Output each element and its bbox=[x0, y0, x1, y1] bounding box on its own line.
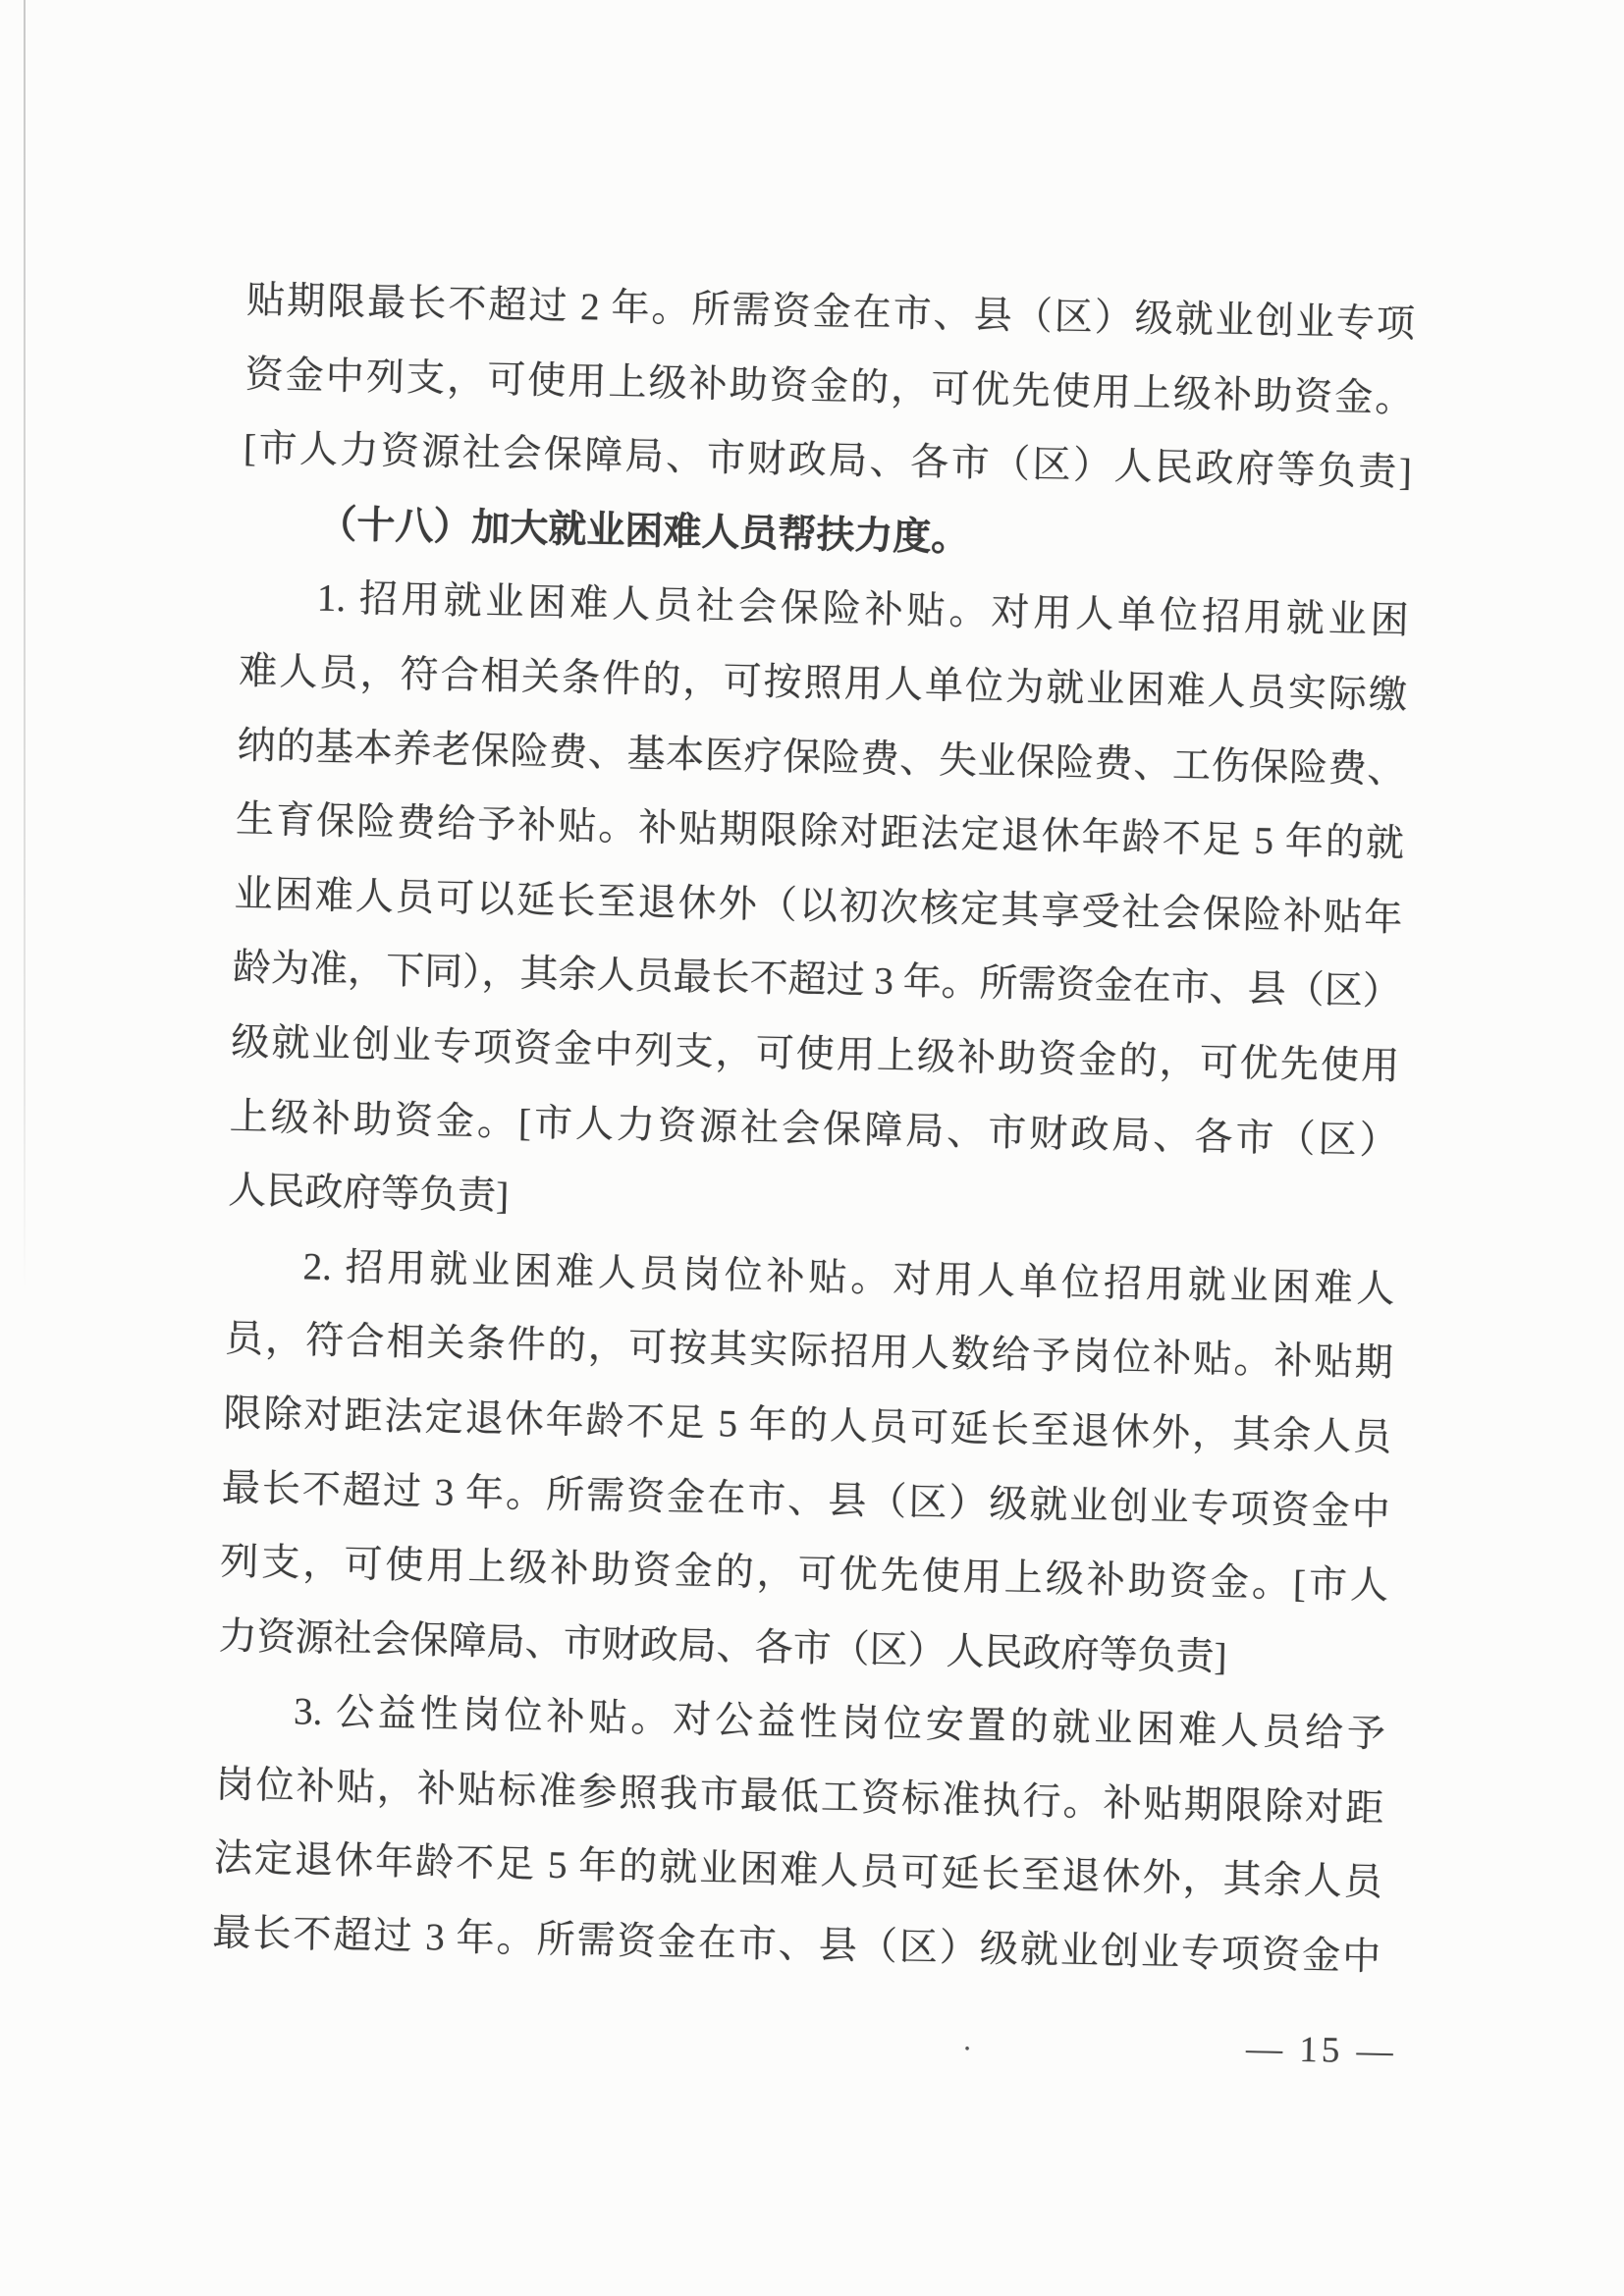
text-line-1: 贴期限最长不超过 2 年。所需资金在市、县（区）级就业创业专项 bbox=[245, 278, 1416, 346]
text-line-14: 2. 招用就业困难人员岗位补贴。对用人单位招用就业困难人 bbox=[302, 1245, 1395, 1311]
text-line-5: 1. 招用就业困难人员社会保险补贴。对用人单位招用就业困 bbox=[316, 576, 1410, 643]
text-line-11: 级就业创业专项资金中列支，可使用上级补助资金的，可优先使用 bbox=[230, 1020, 1400, 1088]
text-line-2: 资金中列支，可使用上级补助资金的，可优先使用上级补助资金。 bbox=[244, 353, 1414, 420]
page-number: — 15 — bbox=[1245, 2028, 1398, 2072]
stray-ink-dot: · bbox=[961, 2032, 973, 2065]
text-line-17: 最长不超过 3 年。所需资金在市、县（区）级就业创业专项资金中 bbox=[221, 1466, 1391, 1534]
text-line-10: 龄为准，下同），其余人员最长不超过 3 年。所需资金在市、县（区） bbox=[232, 947, 1402, 1014]
scan-artifact-left-line bbox=[24, 0, 26, 1291]
text-line-16: 限除对距法定退休年龄不足 5 年的人员可延长至退休外，其余人员 bbox=[223, 1392, 1392, 1459]
text-line-8: 生育保险费给予补贴。补贴期限除对距法定退休年龄不足 5 年的就 bbox=[235, 798, 1405, 865]
text-line-9: 业困难人员可以延长至退休外（以初次核定其享受社会保险补贴年 bbox=[234, 872, 1403, 940]
text-line-4: （十八）加大就业困难人员帮扶力度。 bbox=[317, 503, 970, 560]
text-line-20: 3. 公益性岗位补贴。对公益性岗位安置的就业困难人员给予 bbox=[293, 1690, 1386, 1756]
text-line-18: 列支，可使用上级补助资金的，可优先使用上级补助资金。[市人 bbox=[219, 1540, 1389, 1608]
text-line-12: 上级补助资金。[市人力资源社会保障局、市财政局、各市（区） bbox=[229, 1095, 1398, 1163]
text-line-23: 最长不超过 3 年。所需资金在市、县（区）级就业创业专项资金中 bbox=[211, 1911, 1381, 1979]
text-line-15: 员，符合相关条件的，可按其实际招用人数给予岗位补贴。补贴期 bbox=[224, 1318, 1394, 1385]
text-line-22: 法定退休年龄不足 5 年的就业困难人员可延长至退休外，其余人员 bbox=[213, 1837, 1383, 1905]
text-line-19: 力资源社会保障局、市财政局、各市（区）人民政府等负责] bbox=[218, 1614, 1227, 1678]
text-block bbox=[211, 263, 1416, 2072]
text-line-7: 纳的基本养老保险费、基本医疗保险费、失业保险费、工伤保险费、 bbox=[237, 724, 1406, 792]
text-line-3: [市人力资源社会保障局、市财政局、各市（区）人民政府等负责] bbox=[243, 427, 1413, 495]
text-line-21: 岗位补贴，补贴标准参照我市最低工资标准执行。补贴期限除对距 bbox=[215, 1763, 1384, 1831]
text-line-13: 人民政府等负责] bbox=[227, 1169, 510, 1218]
text-line-6: 难人员，符合相关条件的，可按照用人单位为就业困难人员实际缴 bbox=[238, 649, 1408, 717]
